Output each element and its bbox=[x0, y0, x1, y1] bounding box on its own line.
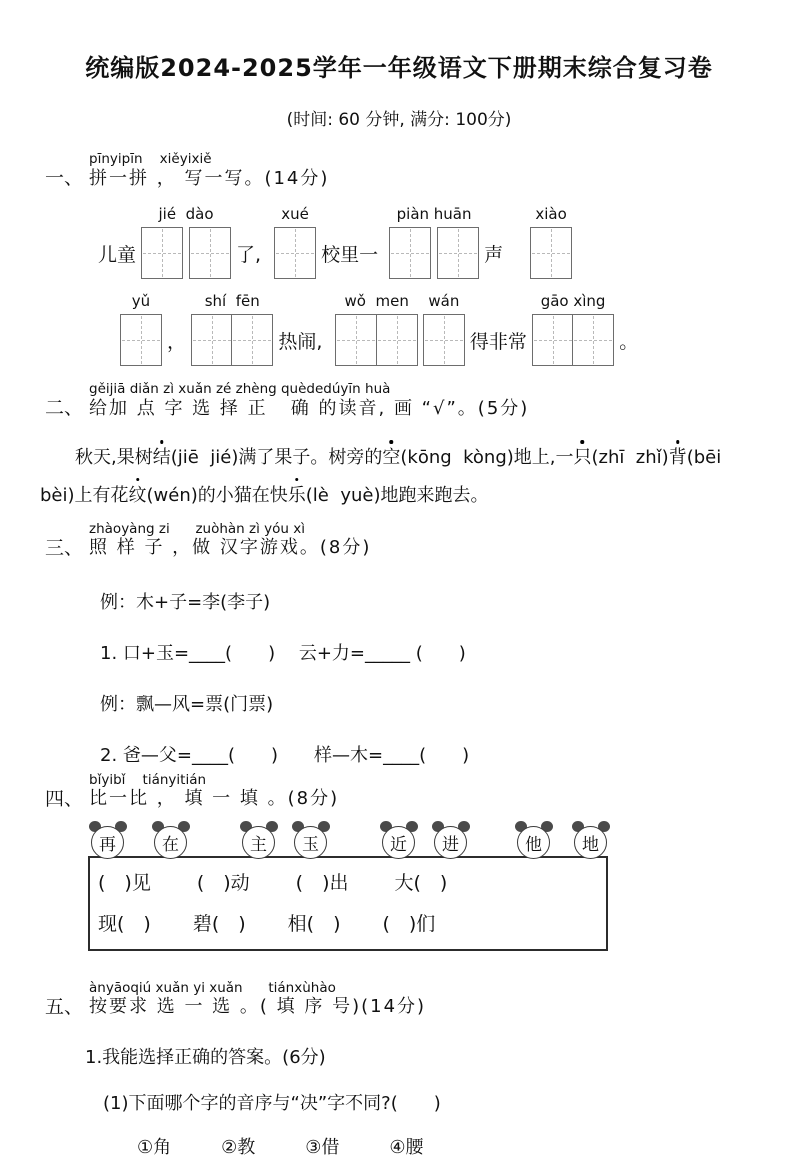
section-5-title: 按要求 选 一 选 。( 填 序 号)(14分) bbox=[89, 996, 427, 1018]
option-2[interactable]: ②教 bbox=[221, 1136, 256, 1158]
pinyin-box-unit bbox=[335, 291, 417, 368]
text-renao: 热闹, bbox=[278, 330, 323, 353]
fill-item[interactable]: 碧( ) bbox=[192, 912, 246, 935]
section-1-title: 拼一拼 ， 写一写。(14分) bbox=[89, 167, 330, 189]
section-3-pinyin: zhàoyàng zi zuòhàn zì yóu xì bbox=[89, 520, 305, 537]
panda-char: 他 bbox=[517, 826, 550, 859]
page-title: 统编版2024-2025学年一年级语文下册期末综合复习卷 bbox=[85, 54, 713, 82]
fill-in-answer-box bbox=[88, 856, 608, 951]
writing-box[interactable] bbox=[120, 314, 162, 366]
writing-box[interactable] bbox=[231, 314, 273, 366]
panda-ta bbox=[514, 821, 554, 861]
section-3-number: 三、 bbox=[45, 537, 84, 560]
writing-box[interactable] bbox=[530, 227, 572, 279]
section-1-number: 一、 bbox=[45, 167, 84, 190]
text-unit bbox=[167, 291, 186, 368]
option-row bbox=[137, 1133, 753, 1159]
panda-zhu bbox=[239, 821, 279, 861]
section-1-pinyin: pīnyipīn xiěyixiě bbox=[89, 151, 212, 167]
section-4-number: 四、 bbox=[45, 788, 84, 811]
pinyin-box-unit bbox=[274, 204, 316, 281]
question-1-1: (1)下面哪个字的音序与“决”字不同?( ) bbox=[103, 1092, 441, 1114]
fill-row-2 bbox=[98, 909, 596, 936]
pinyin-box-unit bbox=[141, 204, 231, 281]
text-defeichang: 得非常 bbox=[469, 330, 527, 353]
question-line-1[interactable]: 1. 口+玉=____( ) 云+力=_____ ( ) bbox=[100, 642, 466, 664]
section-4-heading bbox=[45, 773, 753, 811]
writing-box[interactable] bbox=[191, 314, 233, 366]
writing-box[interactable] bbox=[189, 227, 231, 279]
writing-box[interactable] bbox=[437, 227, 479, 279]
panda-zai4 bbox=[88, 821, 128, 861]
text-unit bbox=[98, 204, 136, 281]
option-1[interactable]: ①角 bbox=[137, 1136, 172, 1158]
pinyin-xue: xué bbox=[281, 205, 309, 224]
fill-item[interactable]: 现( ) bbox=[98, 912, 151, 935]
example-line-2: 例：飘—风=票(门票) bbox=[100, 693, 274, 715]
writing-box[interactable] bbox=[335, 314, 377, 366]
panda-char: 在 bbox=[154, 826, 187, 859]
section-4-title: 比一比 ， 填 一 填 。(8分) bbox=[89, 788, 340, 810]
question-line-2[interactable]: 2. 爸—父=____( ) 样—木=____( ) bbox=[100, 744, 470, 766]
pinyin-jiedao: jié dào bbox=[158, 205, 214, 224]
section-3-title: 照 样 子 ，做 汉字游戏。(8分) bbox=[89, 537, 372, 559]
section-5-pinyin: ànyāoqiú xuǎn yi xuǎn tiánxùhào bbox=[89, 979, 336, 996]
panda-jin4 bbox=[379, 821, 419, 861]
option-4[interactable]: ④腰 bbox=[389, 1136, 424, 1158]
panda-jin4b bbox=[431, 821, 471, 861]
question-1: 1.我能选择正确的答案。(6分) bbox=[85, 1046, 326, 1068]
section-3-heading bbox=[45, 522, 753, 560]
panda-char: 地 bbox=[574, 826, 607, 859]
reading-paragraph-line-2: bèi)上有花纹(wén)的小猫在快乐(lè yuè)地跑来跑去。 bbox=[40, 484, 489, 506]
panda-char: 进 bbox=[434, 826, 467, 859]
example-line-1: 例：木+子=李(李子) bbox=[100, 591, 271, 613]
panda-char: 再 bbox=[91, 826, 124, 859]
panda-di bbox=[571, 821, 611, 861]
section-5-number: 五、 bbox=[45, 996, 84, 1019]
reading-paragraph-line-1: 秋天,果树结(jiē jié)满了果子。树旁的空(kōng kòng)地上,一只(zhī zhǐ)背(bēi bbox=[75, 447, 722, 469]
pinyin-gaoxing: gāo xìng bbox=[540, 292, 606, 311]
pinyin-xiao: xiào bbox=[535, 205, 567, 224]
fill-item[interactable]: ( )见 bbox=[98, 871, 151, 894]
fill-item[interactable]: 相( ) bbox=[287, 912, 341, 935]
text-unit bbox=[484, 204, 503, 281]
section-2-heading bbox=[45, 382, 753, 420]
panda-char: 玉 bbox=[294, 826, 327, 859]
pinyin-box-unit bbox=[120, 291, 162, 368]
section-2-pinyin: gěijiā diǎn zì xuǎn zé zhèng quèdedúyīn huà bbox=[89, 381, 391, 398]
fill-item[interactable]: 大( ) bbox=[394, 871, 448, 894]
option-3[interactable]: ③借 bbox=[305, 1136, 340, 1158]
section-2-number: 二、 bbox=[45, 397, 84, 420]
pinyin-writing-line-2 bbox=[120, 291, 753, 368]
section-2-title: 给加 点 字 选 择 正 确 的读音, 画 “√”。(5分) bbox=[89, 397, 530, 419]
fill-item[interactable]: ( )们 bbox=[382, 912, 436, 935]
section-5-heading bbox=[45, 981, 753, 1019]
writing-box[interactable] bbox=[274, 227, 316, 279]
text-period: 。 bbox=[619, 330, 639, 353]
text-unit bbox=[321, 204, 378, 281]
text-unit bbox=[236, 204, 261, 281]
panda-yu bbox=[291, 821, 331, 861]
exam-time-score: (时间: 60 分钟, 满分: 100分) bbox=[286, 110, 512, 130]
section-4-pinyin: bǐyibǐ tiányitián bbox=[89, 771, 207, 788]
fill-item[interactable]: ( )动 bbox=[196, 871, 250, 894]
panda-char: 近 bbox=[382, 826, 415, 859]
panda-character-strip bbox=[45, 821, 753, 861]
text-xiaoli: 校里一 bbox=[321, 243, 379, 266]
pinyin-women: wǒ men bbox=[344, 292, 409, 311]
pinyin-pianhuan: piàn huān bbox=[396, 205, 472, 224]
pinyin-box-unit bbox=[530, 204, 572, 281]
fill-row-1 bbox=[98, 868, 596, 895]
pinyin-box-unit bbox=[389, 204, 479, 281]
pinyin-box-unit bbox=[532, 291, 614, 368]
text-ertong: 儿童 bbox=[98, 243, 137, 266]
panda-zai4b bbox=[151, 821, 191, 861]
section-1-heading bbox=[45, 152, 753, 190]
pinyin-box-unit bbox=[423, 291, 465, 368]
pinyin-box-unit bbox=[191, 291, 273, 368]
writing-box[interactable] bbox=[572, 314, 614, 366]
writing-box[interactable] bbox=[376, 314, 418, 366]
text-sheng: 声 bbox=[484, 243, 504, 266]
writing-box[interactable] bbox=[141, 227, 183, 279]
pinyin-shifen: shí fēn bbox=[204, 292, 260, 311]
writing-box[interactable] bbox=[423, 314, 465, 366]
writing-box[interactable] bbox=[389, 227, 431, 279]
pinyin-yu: yǔ bbox=[131, 292, 151, 311]
text-unit bbox=[278, 291, 322, 368]
text-comma: ， bbox=[167, 330, 187, 353]
writing-box[interactable] bbox=[532, 314, 574, 366]
text-le: 了, bbox=[236, 243, 262, 266]
panda-char: 主 bbox=[242, 826, 275, 859]
pinyin-writing-line-1 bbox=[98, 204, 753, 281]
text-unit bbox=[470, 291, 527, 368]
pinyin-wan: wán bbox=[428, 292, 460, 311]
fill-item[interactable]: ( )出 bbox=[295, 871, 349, 894]
text-unit bbox=[619, 291, 638, 368]
